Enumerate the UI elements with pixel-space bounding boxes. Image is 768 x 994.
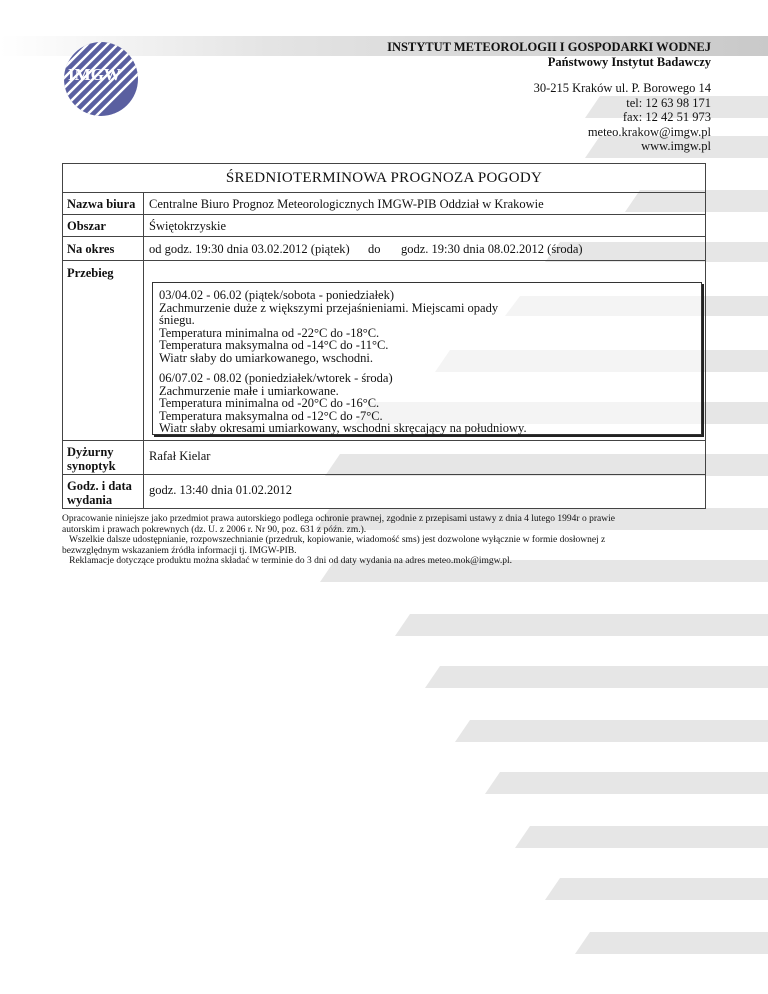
- forecast-line: Temperatura minimalna od -22°C do -18°C.: [159, 325, 380, 340]
- notice-line: Wszelkie dalsze udostępnianie, rozpowszechnianie (przedruk, kopiowanie, wiadomość sms) jest dozwolone wyłącznie w formie dosłownej z: [62, 535, 606, 545]
- website-link[interactable]: www.imgw.pl: [641, 139, 711, 153]
- synoptic-value: Rafał Kielar: [149, 449, 211, 463]
- notice-line: Reklamacje dotyczące produktu można składać w terminie do 3 dni od daty wydania na adres meteo.mok@imgw.pl.: [62, 556, 513, 566]
- row-issue: [63, 474, 705, 509]
- course-label: Przebieg: [67, 266, 114, 280]
- forecast-line: Wiatr słaby okresami umiarkowany, wschodni skręcający na południowy.: [159, 421, 527, 435]
- forecast-line: Zachmurzenie małe i umiarkowane.: [159, 383, 339, 398]
- row-period: [63, 236, 705, 260]
- period-to: godz. 19:30 dnia 08.02.2012 (środa): [401, 242, 583, 256]
- institute-subtitle: Państwowy Instytut Badawczy: [547, 55, 711, 69]
- row-area: [63, 214, 705, 236]
- phone: tel: 12 63 98 171: [626, 95, 711, 110]
- forecast-line: 06/07.02 - 08.02 (poniedziałek/wtorek - środa): [159, 371, 393, 385]
- office-label: Nazwa biura: [67, 197, 136, 211]
- row-office: [63, 192, 705, 214]
- svg-text:IMGW: IMGW: [68, 65, 121, 84]
- forecast-line: Temperatura minimalna od -20°C do -16°C.: [159, 396, 380, 410]
- forecast-line: Temperatura maksymalna od -14°C do -11°C.: [159, 338, 389, 352]
- period-label: Na okres: [67, 242, 115, 256]
- forecast-line: Temperatura maksymalna od -12°C do -7°C.: [159, 408, 383, 423]
- row-synoptic: [63, 440, 705, 474]
- institute-header: [387, 40, 711, 70]
- forecast-line: 03/04.02 - 06.02 (piątek/sobota - poniedziałek): [159, 288, 395, 302]
- forecast-line: śniegu.: [159, 313, 195, 327]
- synoptic-label: Dyżurny synoptyk: [67, 445, 116, 473]
- address: 30-215 Kraków ul. P. Borowego 14: [533, 81, 711, 95]
- notice-line: bezwzględnym wskazaniem źródła informacji tj. IMGW-PIB.: [62, 545, 297, 556]
- period-to-word: do: [368, 242, 381, 256]
- notice-line: autorskim i prawach pokrewnych (dz. U. z 2006 r. Nr 90, poz. 631 z późn. zm.).: [62, 524, 367, 535]
- issue-label: Godz. i data wydania: [67, 479, 132, 507]
- area-value: Świętokrzyskie: [149, 219, 227, 233]
- email-link[interactable]: meteo.krakow@imgw.pl: [587, 124, 711, 139]
- institute-name: INSTYTUT METEOROLOGII I GOSPODARKI WODNEJ: [387, 40, 711, 54]
- notice-line: Opracowanie niniejsze jako przedmiot prawa autorskiego podlega ochronie prawnej, zgodnie z przepisami ustawy z dnia 4 lutego 1994r o prawie: [62, 514, 615, 524]
- contact-block: [534, 81, 711, 154]
- legal-notice: [62, 514, 712, 567]
- forecast-line: Wiatr słaby do umiarkowanego, wschodni.: [159, 350, 374, 365]
- fax: fax: 12 42 51 973: [622, 110, 711, 124]
- imgw-logo: [62, 40, 140, 118]
- forecast-line: Zachmurzenie duże z większymi przejaśnieniami. Miejscami opady: [159, 300, 499, 315]
- form-title: ŚREDNIOTERMINOWA PROGNOZA POGODY: [225, 170, 543, 186]
- period-from: od godz. 19:30 dnia 03.02.2012 (piątek): [149, 242, 350, 256]
- office-value: Centralne Biuro Prognoz Meteorologicznych IMGW-PIB Oddział w Krakowie: [149, 197, 544, 211]
- area-label: Obszar: [67, 219, 106, 233]
- forecast-text-box: [152, 282, 702, 435]
- issue-value: godz. 13:40 dnia 01.02.2012: [149, 483, 293, 497]
- forecast-form: [62, 163, 706, 509]
